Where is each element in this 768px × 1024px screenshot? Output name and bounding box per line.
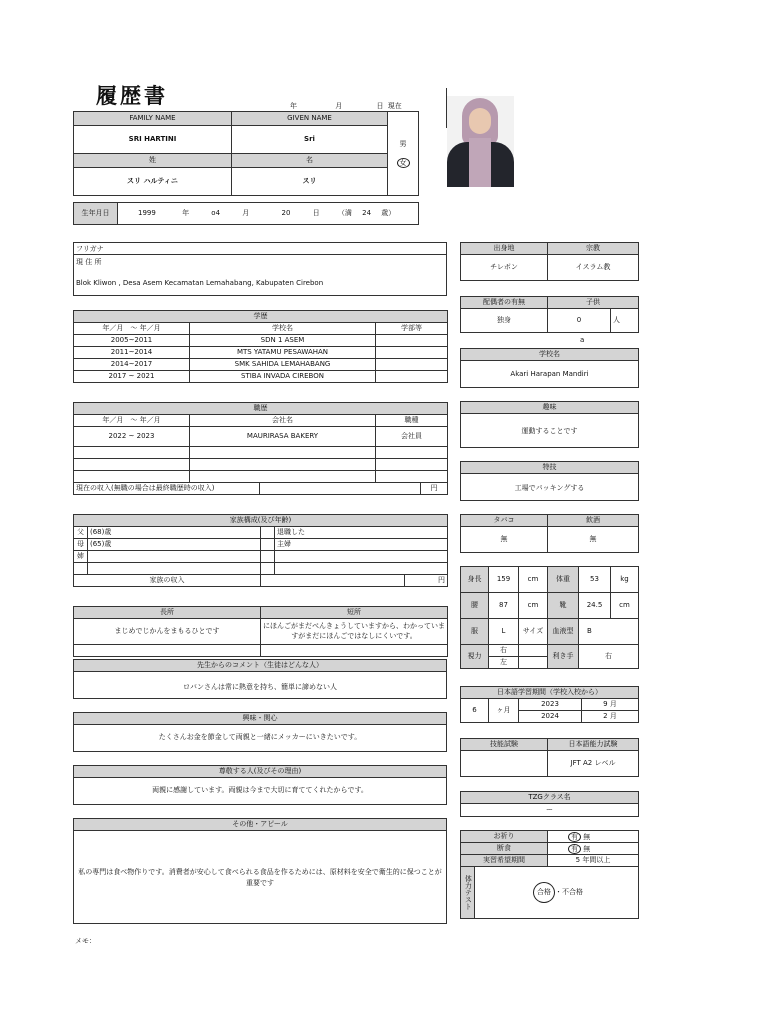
mei-label: 名 [232, 154, 388, 168]
family-table [73, 514, 448, 587]
children-value: 0 [548, 309, 611, 333]
furigana-label: フリガナ [76, 245, 104, 253]
family-age: (68)歳 [88, 527, 261, 539]
hobby-label: 趣味 [461, 402, 638, 414]
skill-test-value [461, 751, 548, 777]
fitness-fail: 不合格 [562, 888, 583, 896]
family-name-value: SRI HARTINI [74, 126, 232, 154]
career-header-period: 年／月 ～ 年／月 [74, 415, 190, 427]
date-month-label: 月 [335, 102, 343, 110]
clothes-value: L [489, 619, 519, 645]
photo-scarf-shape [469, 138, 491, 187]
family-income-unit: 円 [405, 575, 448, 587]
education-title: 学歴 [74, 311, 448, 323]
career-job [376, 459, 448, 471]
hand-label: 利き手 [548, 645, 579, 669]
birthplace-value: チレボン [461, 255, 548, 281]
shoe-value: 24.5 [579, 593, 611, 619]
sex-cell [388, 112, 419, 196]
family-row [74, 563, 448, 575]
jp-study-start-year: 2023 [519, 699, 582, 711]
career-company [190, 471, 376, 483]
birth-table [73, 202, 419, 225]
education-school: SDN 1 ASEM [190, 335, 376, 347]
weaknesses-value: にほんごがまだべんきょうしていますから、わかっていますがまだにほんごではなしにくいです。 [261, 619, 448, 645]
tzg-value: ー [461, 804, 639, 817]
jlpt-value: JFT A2 レベル [548, 751, 639, 777]
skill-label: 特技 [461, 462, 638, 474]
furigana-divider [74, 254, 446, 255]
prayer-no: 無 [583, 832, 591, 841]
career-period [74, 459, 190, 471]
birth-value-cell [118, 203, 419, 225]
applicant-photo [447, 96, 514, 187]
jp-study-label: 日本語学習期間（学校入校から） [461, 687, 639, 699]
birth-month: o4 [211, 209, 221, 217]
career-header-job: 職種 [376, 415, 448, 427]
alcohol-value: 無 [548, 527, 639, 553]
education-faculty [376, 371, 448, 383]
birth-year: 1999 [138, 209, 156, 217]
birth-day-unit: 日 [312, 209, 320, 217]
career-period [74, 447, 190, 459]
career-company [190, 459, 376, 471]
vision-left-label: 左 [489, 657, 519, 669]
education-faculty [376, 347, 448, 359]
religion-label: 宗教 [548, 243, 639, 255]
fasting-no: 無 [583, 844, 591, 853]
sei-label: 姓 [74, 154, 232, 168]
career-job [376, 447, 448, 459]
weaknesses-label: 短所 [261, 607, 448, 619]
education-period: 2005~2011 [74, 335, 190, 347]
strengths-value: まじめでじかんをまもるひとです [74, 619, 261, 645]
career-header-company: 会社名 [190, 415, 376, 427]
birth-year-unit: 年 [182, 209, 190, 217]
jp-study-duration-unit: ヶ月 [489, 699, 519, 723]
education-period: 2011~2014 [74, 347, 190, 359]
education-table [73, 310, 448, 383]
height-unit: cm [519, 567, 548, 593]
strengths-table [73, 606, 448, 657]
teacher-comment-value: ロバンさんは常に熱意を持ち、簡単に諦めない人 [183, 683, 337, 691]
career-job: 会社員 [376, 427, 448, 447]
vision-right-value [519, 645, 548, 657]
page-title: 履歴書 [96, 83, 168, 108]
family-note: 主婦 [275, 539, 448, 551]
alcohol-label: 飲酒 [548, 515, 639, 527]
education-header-faculty: 学部等 [376, 323, 448, 335]
family-note [275, 563, 448, 575]
career-period [74, 471, 190, 483]
tzg-label: TZGクラス名 [461, 792, 639, 804]
education-school: SMK SAHIDA LEMAHABANG [190, 359, 376, 371]
photo-face-shape [469, 108, 491, 134]
respect-box [73, 765, 447, 805]
prayer-label: お祈り [461, 831, 548, 843]
jlpt-label: 日本語能力試験 [548, 739, 639, 751]
address-label: 現 住 所 [76, 258, 102, 266]
fitness-sep: ・ [555, 888, 562, 896]
sei-value: スリ ハルティニ [74, 168, 232, 196]
address-box [73, 242, 447, 296]
school-name-box [460, 348, 639, 388]
career-job [376, 471, 448, 483]
education-faculty [376, 359, 448, 371]
weight-unit: kg [611, 567, 639, 593]
family-age [88, 551, 261, 563]
birth-label: 生年月日 [74, 203, 118, 225]
prayer-yes-circled: 有 [568, 832, 581, 842]
training-period-value: 5 年間以上 [548, 855, 639, 867]
respect-label: 尊敬する人(及びその理由) [74, 766, 446, 778]
education-faculty [376, 335, 448, 347]
memo-label: メモ： [75, 937, 96, 945]
sex-male: 男 [399, 140, 407, 149]
appeal-value: 私の専門は食べ物作りです。消費者が安心して食べられる食品を作るためには、原材料を安全で衛生的に保つことが重要です [78, 868, 442, 888]
family-age: (65)歳 [88, 539, 261, 551]
career-income-unit: 円 [421, 483, 448, 495]
education-header-school: 学校名 [190, 323, 376, 335]
skill-test-label: 技能試験 [461, 739, 548, 751]
shoe-unit: cm [611, 593, 639, 619]
vision-right-label: 右 [489, 645, 519, 657]
fasting-yes-circled: 有 [568, 844, 581, 854]
respect-value: 両親に感謝しています。両親は今まで大切に育ててくれたからです。 [152, 786, 368, 794]
children-note: a [580, 336, 585, 344]
appeal-label: その他・アピール [74, 819, 446, 831]
age-value: 24 [362, 209, 372, 217]
education-school: MTS YATAMU PESAWAHAN [190, 347, 376, 359]
fitness-pass-circled [533, 882, 555, 903]
age-open: （満 [337, 209, 352, 217]
birthplace-religion-table [460, 242, 639, 281]
family-relation [74, 563, 88, 575]
education-school: STIBA INVADA CIREBON [190, 371, 376, 383]
family-income-label: 家族の収入 [74, 575, 261, 587]
birth-day: 20 [281, 209, 291, 217]
sex-female-circled: 女 [397, 158, 410, 168]
given-name-value: Sri [232, 126, 388, 154]
interest-label: 興味・関心 [74, 713, 446, 725]
tests-table [460, 738, 639, 777]
education-row [74, 335, 448, 347]
body-table [460, 566, 639, 669]
career-row [74, 471, 448, 483]
family-row [74, 527, 448, 539]
education-header-period: 年／月 ～ 年／月 [74, 323, 190, 335]
skill-value: 工場でパッキングする [514, 484, 585, 492]
family-name-label: FAMILY NAME [74, 112, 232, 126]
date-line [290, 101, 402, 111]
address-value: Blok Kliwon , Desa Asem Kecamatan Lemahabang, Kabupaten Cirebon [76, 279, 324, 287]
tobacco-value: 無 [461, 527, 548, 553]
fasting-options [548, 843, 639, 855]
family-row [74, 551, 448, 563]
tzg-table [460, 791, 639, 817]
jp-study-table [460, 686, 639, 723]
career-row [74, 459, 448, 471]
religion-value: イスラム教 [548, 255, 639, 281]
date-current-label: 現在 [387, 102, 402, 110]
height-value: 159 [489, 567, 519, 593]
weight-label: 体重 [548, 567, 579, 593]
family-title: 家族構成(及び年齢) [74, 515, 448, 527]
jp-study-end-month: 2 月 [582, 711, 639, 723]
birthplace-label: 出身地 [461, 243, 548, 255]
shoe-label: 靴 [548, 593, 579, 619]
skill-box [460, 461, 639, 501]
career-income-label: 現在の収入(無職の場合は最終職歴時の収入) [74, 483, 260, 495]
career-company [190, 447, 376, 459]
strengths-label: 長所 [74, 607, 261, 619]
appeal-box [73, 818, 447, 924]
jp-study-duration: 6 [461, 699, 489, 723]
vision-label: 視力 [461, 645, 489, 669]
career-company: MAURIRASA BAKERY [190, 427, 376, 447]
education-row [74, 347, 448, 359]
fasting-label: 断食 [461, 843, 548, 855]
career-title: 職歴 [74, 403, 448, 415]
date-year-label: 年 [290, 102, 297, 110]
children-label: 子供 [548, 297, 639, 309]
spouse-children-table [460, 296, 639, 333]
career-row [74, 427, 448, 447]
jp-study-start-month: 9 月 [582, 699, 639, 711]
education-period: 2014~2017 [74, 359, 190, 371]
tobacco-alcohol-table [460, 514, 639, 553]
clothes-label: 服 [461, 619, 489, 645]
education-row [74, 359, 448, 371]
vision-left-value [519, 657, 548, 669]
weight-value: 53 [579, 567, 611, 593]
family-note [275, 551, 448, 563]
date-day-label: 日 [376, 102, 384, 110]
career-income-value [260, 483, 421, 495]
waist-unit: cm [519, 593, 548, 619]
fitness-pass: 合格 [537, 888, 551, 896]
blood-label: 血液型 [548, 619, 579, 645]
family-relation: 母 [74, 539, 88, 551]
birth-month-unit: 月 [242, 209, 250, 217]
interest-value: たくさんお金を節金して両親と一緒にメッカーにいきたいです。 [158, 733, 362, 741]
name-table [73, 111, 419, 196]
height-label: 身長 [461, 567, 489, 593]
teacher-comment-label: 先生からのコメント（生徒はどんな人） [74, 660, 446, 672]
waist-label: 腰 [461, 593, 489, 619]
family-income-value [261, 575, 405, 587]
fitness-options [475, 867, 639, 919]
family-age [88, 563, 261, 575]
given-name-label: GIVEN NAME [232, 112, 388, 126]
school-name-value: Akari Harapan Mandiri [510, 370, 589, 378]
spouse-value: 独身 [461, 309, 548, 333]
training-period-label: 実習希望期間 [461, 855, 548, 867]
school-name-label: 学校名 [461, 349, 638, 361]
career-period: 2022 ~ 2023 [74, 427, 190, 447]
family-note: 退職した [275, 527, 448, 539]
jp-study-end-year: 2024 [519, 711, 582, 723]
family-relation: 姉 [74, 551, 88, 563]
education-row [74, 371, 448, 383]
education-period: 2017 ~ 2021 [74, 371, 190, 383]
prayer-options [548, 831, 639, 843]
religious-practice-table [460, 830, 639, 919]
spouse-label: 配偶者の有無 [461, 297, 548, 309]
size-label: サイズ [519, 619, 548, 645]
mei-value: スリ [232, 168, 388, 196]
waist-value: 87 [489, 593, 519, 619]
blood-value: B [579, 619, 639, 645]
career-table [73, 402, 448, 495]
fitness-label: 体力テスト [461, 867, 475, 919]
age-close: 歳） [381, 209, 396, 217]
tobacco-label: タバコ [461, 515, 548, 527]
teacher-comment-box [73, 659, 447, 699]
hobby-box [460, 401, 639, 448]
hand-value: 右 [579, 645, 639, 669]
career-row [74, 447, 448, 459]
family-row [74, 539, 448, 551]
family-relation: 父 [74, 527, 88, 539]
interest-box [73, 712, 447, 752]
children-unit: 人 [611, 309, 639, 333]
hobby-value: 運動することです [521, 427, 578, 435]
